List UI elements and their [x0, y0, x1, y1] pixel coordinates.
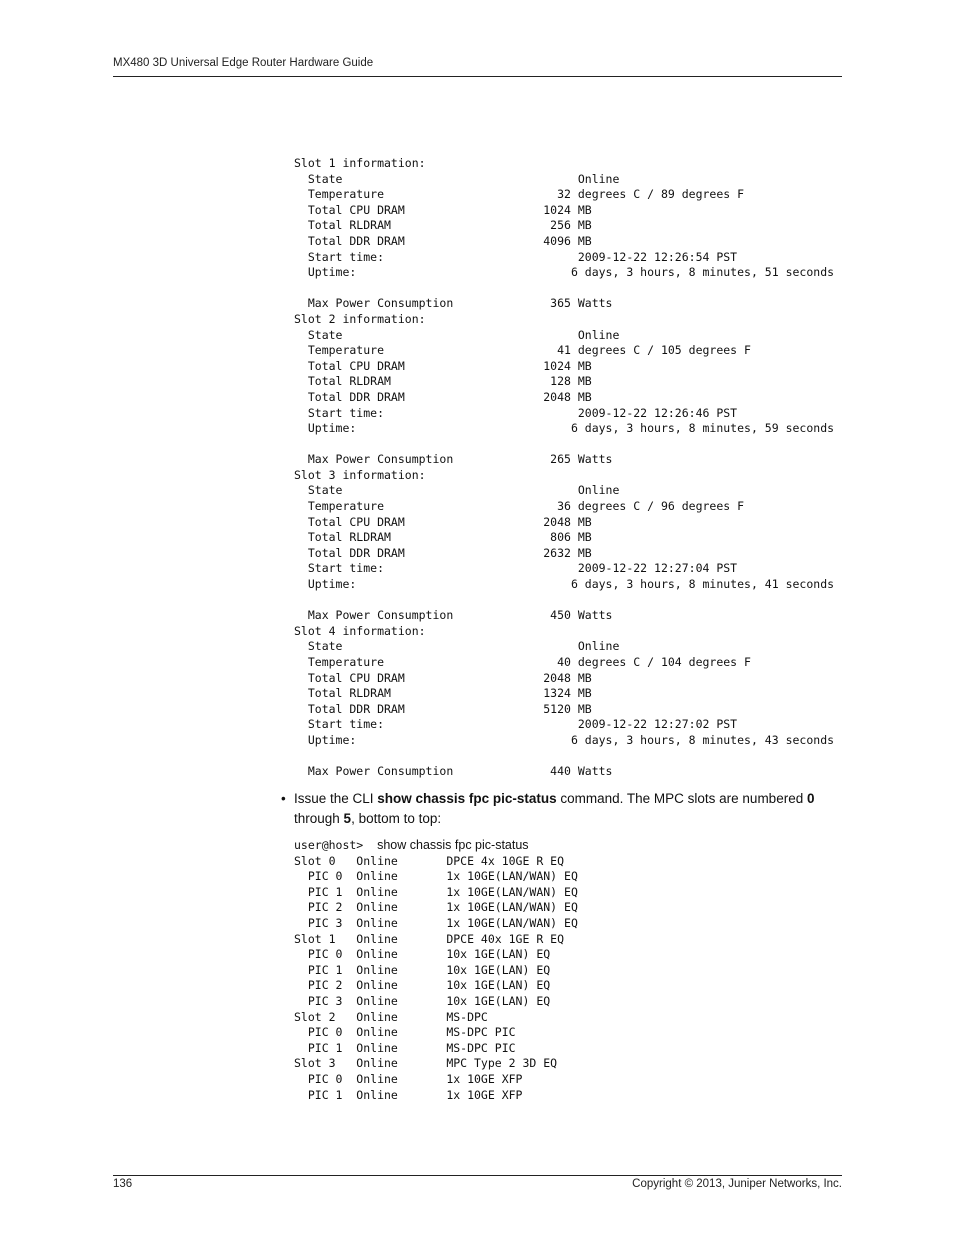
instruction-text-part: through [294, 811, 344, 826]
pic-status-output: Slot 0 Online DPCE 4x 10GE R EQ PIC 0 Online 1x 10GE(LAN/WAN) EQ PIC 1 Online 1x 10GE(LAN/WAN) EQ PIC 2 Online 1x 10GE(LAN/WAN) EQ PIC 3 Online 1x 10GE(LAN/WAN) EQ Slot 1 Online DPCE 40x 1GE R EQ PIC 0 Online 10x 1GE(LAN) EQ PIC 1 Online 10x 1GE(LAN) EQ PIC 2 Online 10x 1GE(LAN) EQ PIC 3 Online 10x 1GE(LAN) EQ Slot 2 Online MS-DPC PIC 0 Online MS-DPC PIC PIC 1 Online MS-DPC PIC Slot 3 Online MPC Type 2 3D EQ PIC 0 Online 1x 10GE XFP PIC 1 Online 1x 10GE XFP [294, 853, 578, 1102]
instruction-text-part: Issue the CLI [294, 791, 378, 806]
slot-number-start: 0 [806, 791, 815, 806]
bullet-marker: • [281, 791, 286, 806]
page-number: 136 [113, 1178, 133, 1190]
instruction-bullet [281, 789, 841, 829]
header-rule [113, 76, 842, 77]
cli-command: show chassis fpc pic-status [377, 838, 529, 852]
cli-prompt-line [294, 838, 529, 854]
footer-rule [113, 1175, 842, 1176]
instruction-text [294, 789, 841, 829]
cli-command-inline: show chassis fpc pic-status [377, 791, 557, 806]
slot-information-output: Slot 1 information: State Online Temperature 32 degrees C / 89 degrees F Total CPU DRAM 1024 MB Total RLDRAM 256 MB Total DDR DRAM 4096 MB Start time: 2009-12-22 12:26:54 PST Uptime: 6 days, 3 hours, 8 minutes, 51 seconds Max Power Consumption 365 Watts Slot 2 information: State Online Temperature 41 degrees C / 105 degrees F Total CPU DRAM 1024 MB Total RLDRAM 128 MB Total DDR DRAM 2048 MB Start time: 2009-12-22 12:26:46 PST Uptime: 6 days, 3 hours, 8 minutes, 59 seconds Max Power Consumption 265 Watts Slot 3 information: State Online Temperature 36 degrees C / 96 degrees F Total CPU DRAM 2048 MB Total RLDRAM 806 MB Total DDR DRAM 2632 MB Start time: 2009-12-22 12:27:04 PST Uptime: 6 days, 3 hours, 8 minutes, 41 seconds Max Power Consumption 450 Watts Slot 4 information: State Online Temperature 40 degrees C / 104 degrees F Total CPU DRAM 2048 MB Total RLDRAM 1324 MB Total DDR DRAM 5120 MB Start time: 2009-12-22 12:27:02 PST Uptime: 6 days, 3 hours, 8 minutes, 43 seconds Max Power Consumption 440 Watts [294, 156, 835, 779]
running-header: MX480 3D Universal Edge Router Hardware Guide [113, 57, 374, 69]
slot-number-end: 5 [343, 811, 352, 826]
instruction-text-part: command. The MPC slots are numbered [556, 791, 807, 806]
cli-prompt: user@host> [294, 838, 378, 852]
copyright-notice: Copyright © 2013, Juniper Networks, Inc. [632, 1178, 842, 1190]
instruction-text-part: , bottom to top: [351, 811, 442, 826]
